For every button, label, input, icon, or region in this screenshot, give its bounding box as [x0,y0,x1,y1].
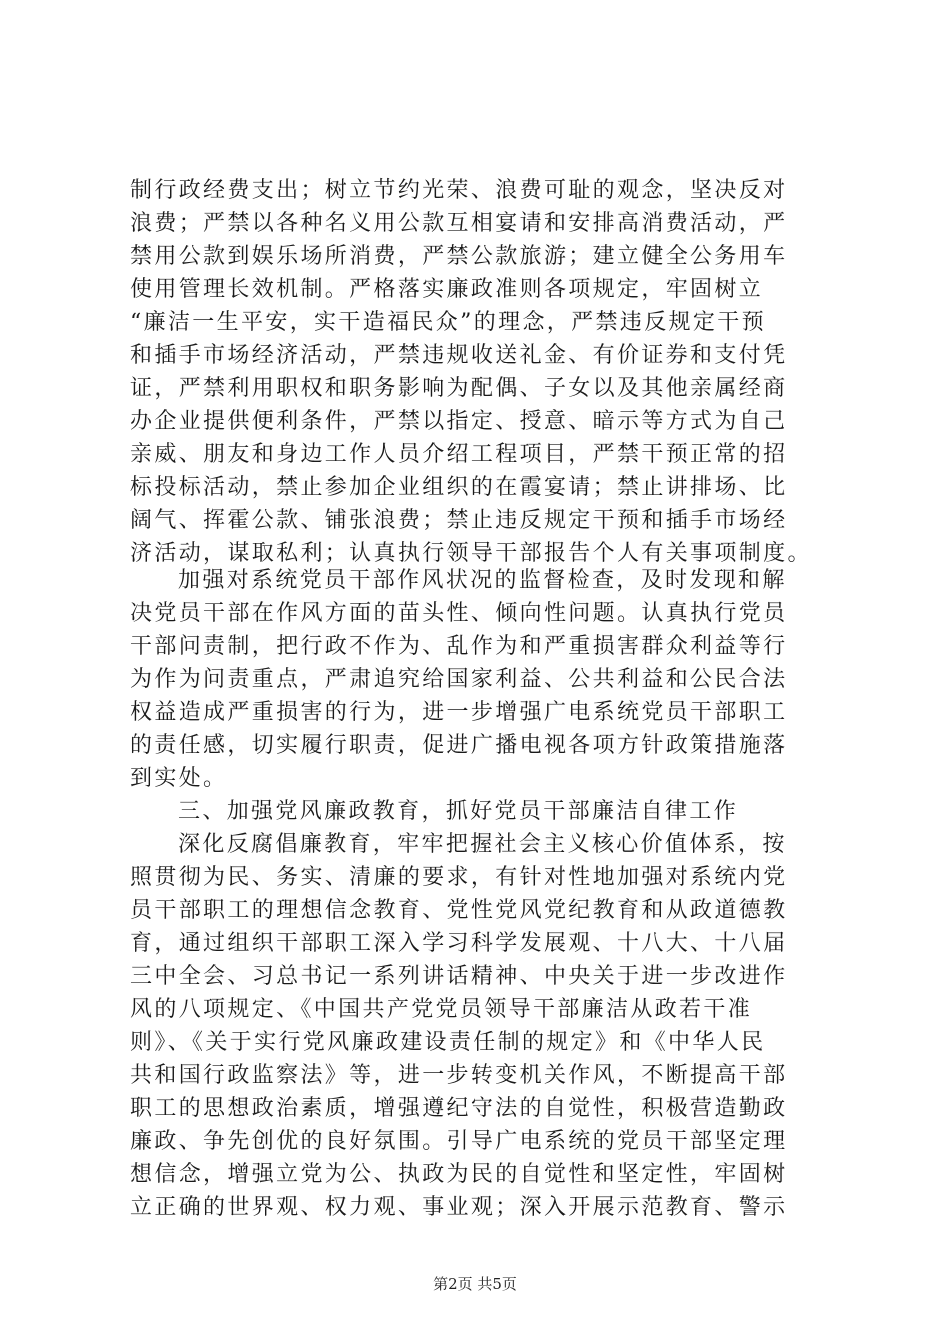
text-line: 共和国行政监察法》等，进一步转变机关作风，不断提高干部 [130,1063,788,1088]
text-line: 职工的思想政治素质，增强遵纪守法的自觉性，积极营造勤政 [130,1096,788,1121]
text-line: 浪费；严禁以各种名义用公款互相宴请和安排高消费活动，严 [130,211,788,236]
page-number-footer: 第2页 共5页 [433,1275,517,1293]
text-line: 廉政、争先创优的良好氛围。引导广电系统的党员干部坚定理 [130,1129,788,1154]
text-line: 为作为问责重点，严肃追究给国家利益、公共利益和公民合法 [130,667,788,692]
section-heading: 三、加强党风廉政教育，抓好党员干部廉洁自律工作 [178,799,739,824]
text-line: 决党员干部在作风方面的苗头性、倾向性问题。认真执行党员 [130,601,788,626]
text-line: 到实处。 [130,766,228,791]
text-line: 想信念，增强立党为公、执政为民的自觉性和坚定性，牢固树 [130,1162,788,1187]
text-line: “廉洁一生平安，实干造福民众”的理念，严禁违反规定干预 [130,310,766,335]
text-line: 证，严禁利用职权和职务影响为配偶、子女以及其他亲属经商 [130,376,788,401]
text-line: 和插手市场经济活动，严禁违规收送礼金、有价证券和支付凭 [130,343,788,368]
paragraph-1 [130,174,820,570]
text-line: 立正确的世界观、权力观、事业观；深入开展示范教育、警示 [130,1195,788,1220]
text-line: 使用管理长效机制。严格落实廉政准则各项规定，牢固树立 [130,277,764,302]
text-line: 济活动，谋取私利；认真执行领导干部报告个人有关事项制度。 [130,541,812,566]
text-line: 干部问责制，把行政不作为、乱作为和严重损害群众利益等行 [130,634,788,659]
text-line: 则》、《关于实行党风廉政建设责任制的规定》和《中华人民 [130,1030,766,1055]
text-line: 办企业提供便利条件，严禁以指定、授意、暗示等方式为自己 [130,409,788,434]
text-line: 的责任感，切实履行职责，促进广播电视各项方针政策措施落 [130,733,788,758]
text-line: 标投标活动，禁止参加企业组织的在霞宴请；禁止讲排场、比 [130,475,788,500]
text-line: 制行政经费支出；树立节约光荣、浪费可耻的观念，坚决反对 [130,178,788,203]
text-line: 权益造成严重损害的行为，进一步增强广电系统党员干部职工 [130,700,788,725]
paragraph-2 [130,564,820,1224]
text-line: 风的八项规定、《中国共产党党员领导干部廉洁从政若干准 [130,997,753,1022]
text-line: 深化反腐倡廉教育，牢牢把握社会主义核心价值体系，按 [178,832,787,857]
text-line: 加强对系统党员干部作风状况的监督检查，及时发现和解 [178,568,787,593]
text-line: 员干部职工的理想信念教育、党性党风党纪教育和从政道德教 [130,898,788,923]
text-line: 育，通过组织干部职工深入学习科学发展观、十八大、十八届 [130,931,788,956]
text-line: 照贯彻为民、务实、清廉的要求，有针对性地加强对系统内党 [130,865,788,890]
text-line: 三中全会、习总书记一系列讲话精神、中央关于进一步改进作 [130,964,788,989]
text-line: 亲威、朋友和身边工作人员介绍工程项目，严禁干预正常的招 [130,442,788,467]
text-line: 阔气、挥霍公款、铺张浪费；禁止违反规定干预和插手市场经 [130,508,788,533]
text-line: 禁用公款到娱乐场所消费，严禁公款旅游；建立健全公务用车 [130,244,788,269]
